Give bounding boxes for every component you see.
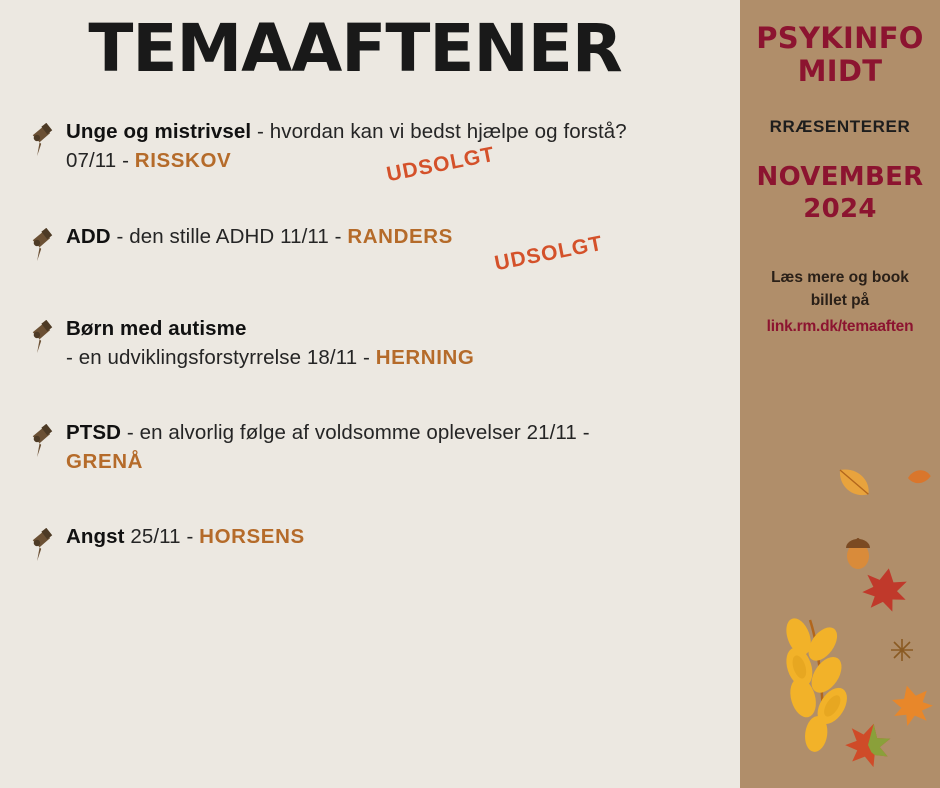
event-desc: 25/11 - [124,524,200,548]
pushpin-icon [26,418,66,458]
brand-name [750,22,930,89]
page-title: TEMAAFTENER [88,10,622,87]
event-text [66,418,666,476]
event-city: RANDERS [347,224,453,248]
event-text [66,522,305,551]
readmore-line-1: Læs mere og book [771,268,909,286]
list-item[interactable] [26,117,740,187]
list-item[interactable] [26,222,740,275]
event-title: PTSD [66,420,122,444]
list-item[interactable] [26,314,740,372]
month-year [750,161,930,226]
event-text [66,314,474,372]
pushpin-icon [26,522,66,562]
status-badge: UDSOLGT [492,231,605,275]
event-city: HORSENS [199,524,305,548]
presenter-label: RRÆSENTERER [769,116,911,136]
poster-sidebar [740,0,940,788]
brand-line-1: PSYKINFO [756,21,924,55]
event-desc: - hvordan kan vi bedst hjælpe og forstå? 07/11 - [66,120,627,173]
event-title: Unge og mistrivsel [66,120,252,144]
event-desc: - den stille ADHD 11/11 - [110,224,348,248]
readmore-text [750,266,930,313]
month-label: NOVEMBER [756,161,924,192]
pushpin-icon [26,314,66,354]
event-desc: - en alvorlig følge af voldsomme oplevelser 21/11 - [121,420,590,444]
list-item[interactable] [26,522,740,568]
event-city: GRENÅ [66,449,144,473]
event-title: Angst [66,524,125,548]
event-text [66,117,666,175]
list-item[interactable] [26,418,740,476]
status-badge: UDSOLGT [384,143,497,187]
pushpin-icon [26,117,66,157]
event-city: HERNING [375,345,475,369]
year-label: 2024 [803,194,877,225]
pushpin-icon [26,222,66,262]
booking-link[interactable]: link.rm.dk/temaaften [766,318,914,336]
event-title: ADD [66,224,111,248]
readmore-line-2: billet på [810,291,870,309]
event-list [0,117,740,568]
event-desc: - en udviklingsforstyrrelse 18/11 - [66,345,376,369]
event-text [66,222,453,251]
event-city: RISSKOV [134,149,232,173]
brand-line-2: MIDT [797,54,883,89]
event-title: Børn med autisme [66,316,247,340]
